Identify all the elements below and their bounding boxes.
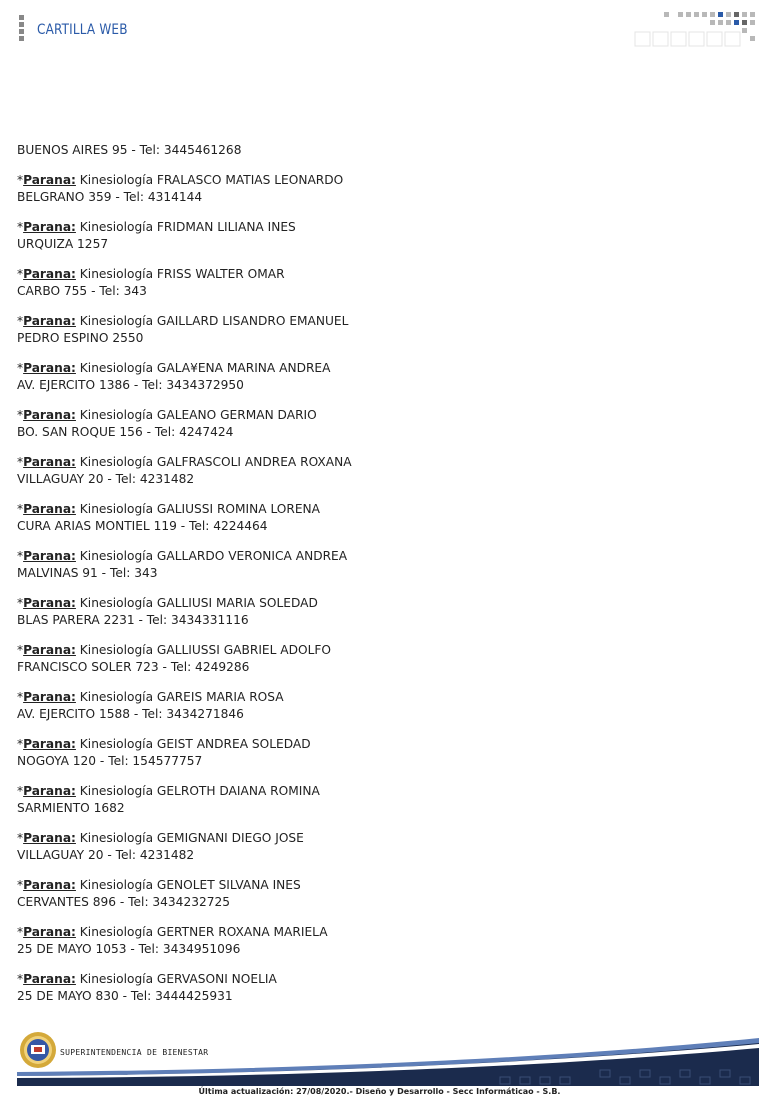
provider-address: PEDRO ESPINO 2550 [17,331,144,345]
entry-prefix: * [17,784,24,798]
entry-prefix: * [17,690,24,704]
provider-name-line [17,783,577,800]
provider-name: Kinesiología GALIUSSI ROMINA LORENA [75,502,321,516]
provider-name: Kinesiología GALFRASCOLI ANDREA ROXANA [75,455,352,469]
provider-entry [17,971,577,1005]
provider-name-line [17,454,577,471]
provider-entry [17,595,577,629]
entry-prefix: * [17,972,24,986]
provider-address: 25 DE MAYO 830 - Tel: 3444425931 [17,989,233,1003]
provider-entry [17,313,577,347]
provider-entry [17,924,577,958]
provider-name-line [17,360,577,377]
header-bar-icon [19,15,24,46]
provider-name: Kinesiología FRISS WALTER OMAR [75,267,285,281]
city-label: Parana: [23,784,76,798]
provider-address: CARBO 755 - Tel: 343 [17,284,147,298]
entry-prefix: * [17,173,24,187]
provider-address: MALVINAS 91 - Tel: 343 [17,566,158,580]
city-label: Parana: [23,408,76,422]
seal-caption: SUPERINTENDENCIA DE BIENESTAR [60,1048,209,1057]
provider-entry [17,172,577,206]
provider-address: NOGOYA 120 - Tel: 154577757 [17,754,203,768]
provider-name-line [17,642,577,659]
provider-name-line [17,219,577,236]
entry-prefix: * [17,643,24,657]
provider-name: Kinesiología FRALASCO MATIAS LEONARDO [75,173,344,187]
entry-prefix: * [17,267,24,281]
entry-prefix: * [17,408,24,422]
provider-name-line [17,830,577,847]
provider-address: CERVANTES 896 - Tel: 3434232725 [17,895,230,909]
provider-name: Kinesiología GERTNER ROXANA MARIELA [75,925,328,939]
city-label: Parana: [23,972,76,986]
provider-name-line [17,501,577,518]
provider-address: AV. EJERCITO 1588 - Tel: 3434271846 [17,707,244,721]
provider-entry [17,877,577,911]
entry-prefix: * [17,220,24,234]
provider-name: Kinesiología FRIDMAN LILIANA INES [75,220,296,234]
provider-name-line [17,172,577,189]
provider-name: Kinesiología GALLARDO VERONICA ANDREA [75,549,348,563]
entry-prefix: * [17,361,24,375]
provider-entry [17,736,577,770]
provider-entry [17,360,577,394]
entry-prefix: * [17,737,24,751]
city-label: Parana: [23,596,76,610]
provider-address: FRANCISCO SOLER 723 - Tel: 4249286 [17,660,250,674]
provider-name: Kinesiología GALLIUSSI GABRIEL ADOLFO [75,643,332,657]
provider-address: BLAS PARERA 2231 - Tel: 3434331116 [17,613,249,627]
provider-entry [17,642,577,676]
provider-address: URQUIZA 1257 [17,237,109,251]
city-label: Parana: [23,502,76,516]
city-label: Parana: [23,925,76,939]
provider-entry [17,454,577,488]
provider-name-line [17,924,577,941]
city-label: Parana: [23,314,76,328]
provider-list [17,142,577,1018]
provider-entry [17,783,577,817]
city-label: Parana: [23,831,76,845]
entry-prefix: * [17,831,24,845]
provider-address: SARMIENTO 1682 [17,801,125,815]
city-label: Parana: [23,220,76,234]
provider-name: Kinesiología GEIST ANDREA SOLEDAD [75,737,311,751]
provider-name-line [17,595,577,612]
entry-prefix: * [17,925,24,939]
entry-prefix: * [17,314,24,328]
provider-address: VILLAGUAY 20 - Tel: 4231482 [17,848,195,862]
provider-address: VILLAGUAY 20 - Tel: 4231482 [17,472,195,486]
provider-name: Kinesiología GALLIUSI MARIA SOLEDAD [75,596,318,610]
entry-prefix: * [17,502,24,516]
entry-prefix: * [17,455,24,469]
provider-name-line [17,407,577,424]
city-label: Parana: [23,455,76,469]
provider-name-line [17,877,577,894]
entry-prefix: * [17,596,24,610]
first-address: BUENOS AIRES 95 - Tel: 3445461268 [17,143,242,157]
city-label: Parana: [23,737,76,751]
provider-address: AV. EJERCITO 1386 - Tel: 3434372950 [17,378,244,392]
city-label: Parana: [23,361,76,375]
city-label: Parana: [23,878,76,892]
city-label: Parana: [23,690,76,704]
provider-name: Kinesiología GEMIGNANI DIEGO JOSE [75,831,304,845]
provider-address: BELGRANO 359 - Tel: 4314144 [17,190,203,204]
provider-entry [17,689,577,723]
provider-name: Kinesiología GAILLARD LISANDRO EMANUEL [75,314,349,328]
provider-name: Kinesiología GERVASONI NOELIA [75,972,277,986]
provider-name: Kinesiología GALA¥ENA MARINA ANDREA [75,361,331,375]
entry-prefix: * [17,878,24,892]
header-title: CARTILLA WEB [37,22,128,38]
provider-entry [17,266,577,300]
provider-name: Kinesiología GALEANO GERMAN DARIO [75,408,317,422]
header-squares-icon [634,12,759,48]
provider-entry [17,830,577,864]
provider-entry [17,219,577,253]
page-footer [0,1030,759,1101]
entry-prefix: * [17,549,24,563]
provider-entry [17,407,577,441]
page-header [0,0,759,60]
provider-name-line [17,548,577,565]
provider-name-line [17,689,577,706]
provider-name: Kinesiología GELROTH DAIANA ROMINA [75,784,320,798]
provider-address: BO. SAN ROQUE 156 - Tel: 4247424 [17,425,234,439]
provider-name-line [17,313,577,330]
provider-address: CURA ARIAS MONTIEL 119 - Tel: 4224464 [17,519,268,533]
seal-icon [20,1032,56,1068]
provider-name: Kinesiología GAREIS MARIA ROSA [75,690,284,704]
provider-entry [17,548,577,582]
provider-name-line [17,971,577,988]
provider-name-line [17,266,577,283]
city-label: Parana: [23,173,76,187]
city-label: Parana: [23,643,76,657]
provider-name: Kinesiología GENOLET SILVANA INES [75,878,301,892]
city-label: Parana: [23,267,76,281]
provider-address: 25 DE MAYO 1053 - Tel: 3434951096 [17,942,241,956]
provider-name-line [17,736,577,753]
city-label: Parana: [23,549,76,563]
provider-entry [17,501,577,535]
last-update-text: Última actualización: 27/08/2020.- Diseño y Desarrollo - Secc Informáticao - S.B. [198,1087,561,1096]
